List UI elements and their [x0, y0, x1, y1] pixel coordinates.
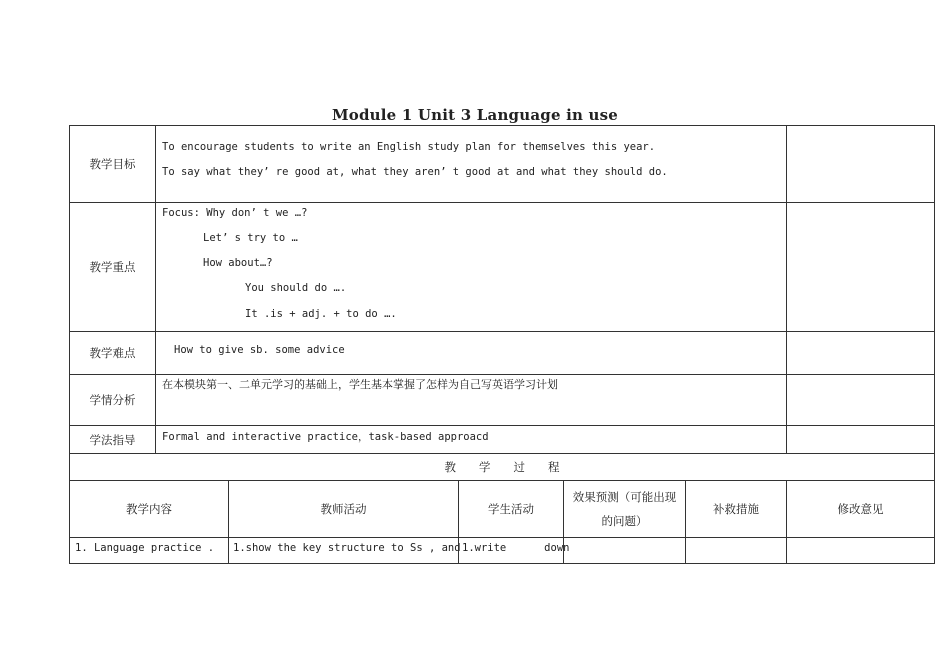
- key-point-line-2: Let’ s try to …: [203, 232, 298, 244]
- row1-effect: [563, 537, 686, 564]
- row1-teacher-text: 1.show the key structure to Ss , and: [233, 542, 461, 554]
- col-header-revision: 修改意见: [786, 480, 935, 538]
- col-header-student: 学生活动: [458, 480, 564, 538]
- col-header-remedy: 补救措施: [685, 480, 787, 538]
- key-points-notes: [786, 202, 935, 332]
- analysis-notes: [786, 374, 935, 426]
- row1-teacher: [228, 537, 459, 564]
- key-point-line-3: How about…?: [203, 257, 273, 269]
- key-point-line-5: It .is + adj. + to do ….: [245, 308, 397, 320]
- objectives-label: 教学目标: [69, 125, 156, 203]
- analysis-content: [155, 374, 787, 426]
- method-notes: [786, 425, 935, 454]
- objectives-notes: [786, 125, 935, 203]
- process-header: 教 学 过 程: [69, 453, 935, 481]
- key-point-line-4: You should do ….: [245, 282, 347, 294]
- row1-student-text: 1.write down: [462, 542, 570, 554]
- difficulties-notes: [786, 331, 935, 375]
- analysis-label: 学情分析: [69, 374, 156, 426]
- row1-content-text: 1. Language practice .: [75, 542, 215, 554]
- col-header-teacher: 教师活动: [228, 480, 459, 538]
- key-points-label: 教学重点: [69, 202, 156, 332]
- method-text: Formal and interactive practice，task-based approacd: [162, 431, 489, 443]
- difficulties-label: 教学难点: [69, 331, 156, 375]
- row1-revision: [786, 537, 935, 564]
- effect-line-1: 效果预测（可能出现: [572, 490, 677, 504]
- objective-line-2: To say what they’ re good at, what they aren’ t good at and what they should do.: [162, 166, 668, 178]
- row1-student: [458, 537, 570, 564]
- key-points-content: [155, 202, 787, 332]
- col-header-effect: [563, 480, 686, 538]
- objectives-content: [155, 125, 787, 203]
- difficulties-content: [155, 331, 787, 375]
- difficulties-text: How to give sb. some advice: [174, 344, 345, 356]
- key-point-line-1: Focus: Why don’ t we …?: [162, 207, 308, 219]
- row1-remedy: [685, 537, 787, 564]
- document-title: Module 1 Unit 3 Language in use: [331, 106, 619, 124]
- lesson-plan-table: [69, 125, 935, 564]
- method-content: [155, 425, 787, 454]
- objective-line-1: To encourage students to write an English study plan for themselves this year.: [162, 141, 656, 153]
- row1-content: [69, 537, 229, 564]
- col-header-content: 教学内容: [69, 480, 229, 538]
- analysis-text: 在本模块第一、二单元学习的基础上，学生基本掌握了怎样为自己写英语学习计划: [162, 378, 558, 391]
- method-label: 学法指导: [69, 425, 156, 454]
- effect-line-2: 的问题）: [601, 514, 648, 528]
